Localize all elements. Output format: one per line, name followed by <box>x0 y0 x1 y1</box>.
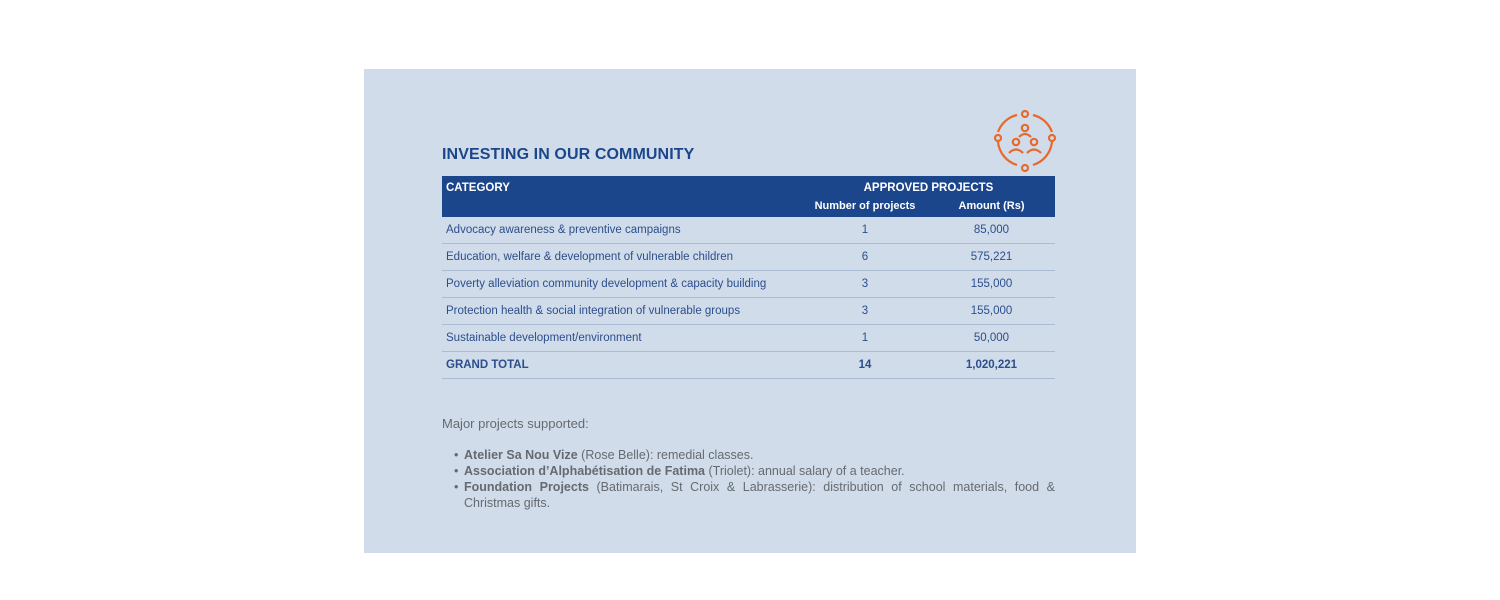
table-row <box>442 298 1055 325</box>
project-detail: (Batimarais, St Croix & Labrasserie): distribution of school materials, food & Christmas gifts. <box>464 480 1055 510</box>
list-item <box>442 479 1055 511</box>
row-amount: 155,000 <box>928 298 1055 325</box>
project-detail: (Triolet): annual salary of a teacher. <box>705 464 905 478</box>
row-amount: 155,000 <box>928 271 1055 298</box>
projects-list <box>442 447 1055 511</box>
row-amount: 85,000 <box>928 217 1055 244</box>
row-amount: 50,000 <box>928 325 1055 352</box>
row-category: Protection health & social integration of vulnerable groups <box>442 298 802 325</box>
community-section <box>364 69 1136 553</box>
table-row <box>442 244 1055 271</box>
project-name: Foundation Projects <box>464 480 589 494</box>
bullet-icon: • <box>454 448 459 462</box>
row-number: 1 <box>802 325 928 352</box>
projects-intro: Major projects supported: <box>442 416 589 431</box>
table-row <box>442 217 1055 244</box>
header-number-of-projects: Number of projects <box>814 200 916 212</box>
row-amount: 575,221 <box>928 244 1055 271</box>
total-label: GRAND TOTAL <box>442 352 802 379</box>
row-number: 3 <box>802 271 928 298</box>
header-approved-projects: APPROVED PROJECTS <box>863 182 994 194</box>
project-detail: (Rose Belle): remedial classes. <box>577 448 754 462</box>
row-category: Sustainable development/environment <box>442 325 802 352</box>
row-number: 6 <box>802 244 928 271</box>
header-category: CATEGORY <box>446 182 510 194</box>
bullet-icon: • <box>454 480 459 494</box>
project-name: Association d’Alphabétisation de Fatima <box>464 464 706 478</box>
list-item <box>442 463 1055 479</box>
table-row <box>442 325 1055 352</box>
bullet-icon: • <box>454 464 459 478</box>
table-header-row <box>442 176 1055 200</box>
row-number: 3 <box>802 298 928 325</box>
row-category: Education, welfare & development of vulnerable children <box>442 244 802 271</box>
total-number: 14 <box>802 352 928 379</box>
list-item <box>442 447 1055 463</box>
row-category: Advocacy awareness & preventive campaigns <box>442 217 802 244</box>
grand-total-row <box>442 352 1055 379</box>
total-amount: 1,020,221 <box>928 352 1055 379</box>
project-name: Atelier Sa Nou Vize <box>464 448 578 462</box>
row-number: 1 <box>802 217 928 244</box>
row-category: Poverty alleviation community development & capacity building <box>442 271 802 298</box>
table-subheader-row <box>442 200 1055 217</box>
approved-projects-table <box>442 176 1055 379</box>
header-blank <box>442 200 802 217</box>
header-amount: Amount (Rs) <box>958 200 1025 212</box>
community-network-icon <box>993 109 1057 173</box>
table-row <box>442 271 1055 298</box>
section-title: INVESTING IN OUR COMMUNITY <box>442 146 695 163</box>
